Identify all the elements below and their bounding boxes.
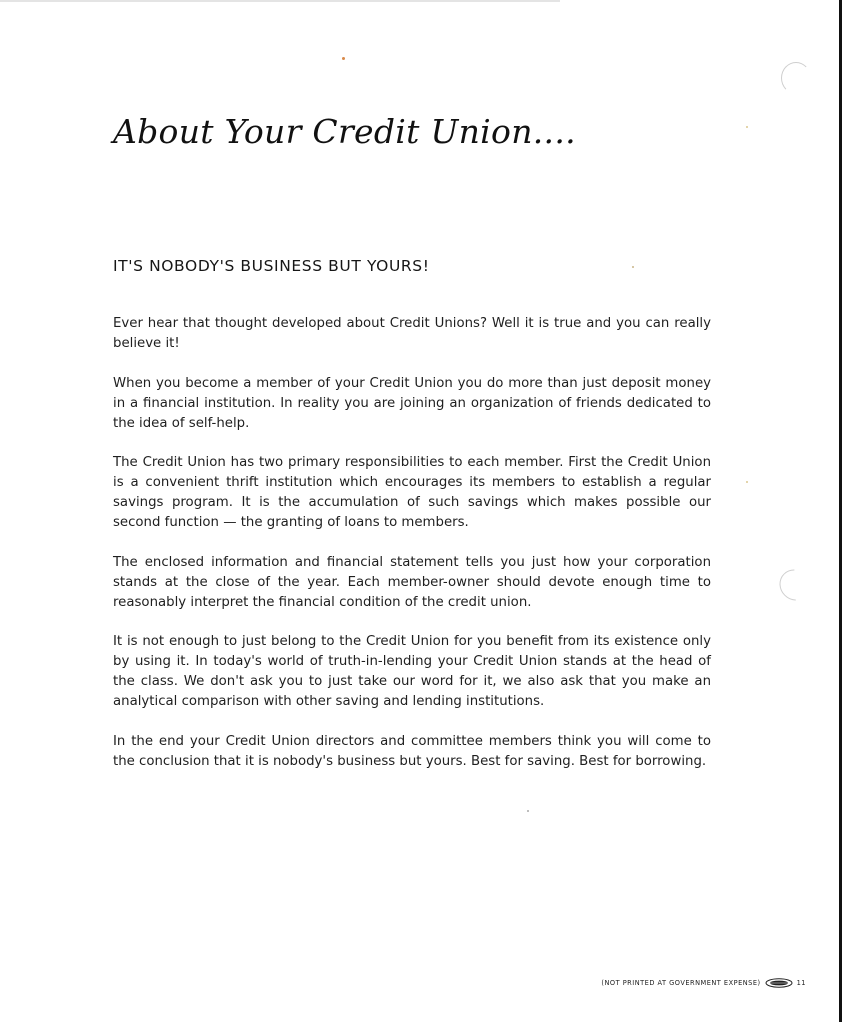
- page-footer: [601, 978, 806, 988]
- punch-hole-middle: [773, 563, 817, 607]
- paragraph-4: The enclosed information and financial statement tells you just how your corporation stands at the close of the year. Each member-owner should devote enough time to reasonably interpret the financial condition of the credit union.: [113, 554, 711, 610]
- page-title: About Your Credit Union....: [113, 112, 576, 151]
- footer-note: (NOT PRINTED AT GOVERNMENT EXPENSE): [601, 979, 761, 987]
- paper-speck: [527, 810, 529, 812]
- page-number: 11: [796, 979, 806, 987]
- paragraph-1: Ever hear that thought developed about Credit Unions? Well it is true and you can really believe it!: [113, 316, 711, 351]
- section-heading: IT'S NOBODY'S BUSINESS BUT YOURS!: [113, 257, 430, 275]
- page-top-edge: [0, 0, 560, 2]
- punch-hole-top: [781, 62, 811, 94]
- paper-speck: [746, 126, 748, 128]
- paragraph-3: The Credit Union has two primary responsibilities to each member. First the Credit Union is a convenient thrift institution which encourages its members to establish a regular savings program. It is the accumulation of such savings which makes possible our second function — the granting of loans to members.: [113, 455, 711, 530]
- body-text: [113, 314, 711, 791]
- page-right-edge: [839, 0, 842, 1022]
- paragraph-2: When you become a member of your Credit Union you do more than just deposit money in a financial institution. In reality you are joining an organization of friends dedicated to the idea of self-help.: [113, 375, 711, 431]
- union-label-icon: [765, 978, 793, 988]
- paper-speck: [746, 481, 748, 483]
- paragraph-6: In the end your Credit Union directors and committee members think you will come to the conclusion that it is nobody's business but yours. Best for saving. Best for borrowing.: [113, 733, 711, 769]
- paper-speck: [632, 266, 634, 268]
- paper-speck: [342, 57, 345, 60]
- paragraph-5: It is not enough to just belong to the Credit Union for you benefit from its existence only by using it. In today's world of truth-in-lending your Credit Union stands at the head of the class. We don't ask you to just take our word for it, we also ask that you make an analytical comparison with other saving and lending institutions.: [113, 634, 711, 709]
